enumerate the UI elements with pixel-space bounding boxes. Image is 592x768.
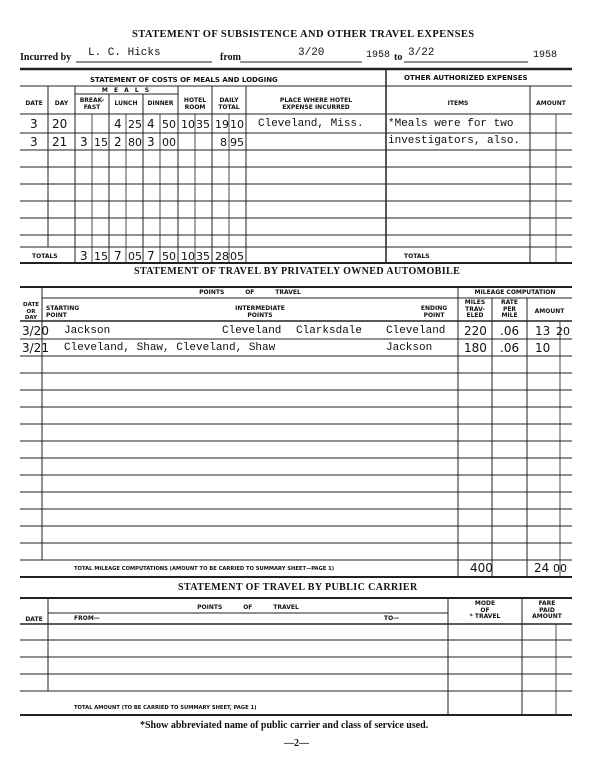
total-daily-dollars: 28 xyxy=(215,250,229,263)
auto-col-amount: AMOUNT xyxy=(534,308,565,315)
other-item[interactable]: investigators, also. xyxy=(388,135,521,147)
carrier-points-header: POINTS OF TRAVEL xyxy=(197,604,299,611)
other-expenses-title: OTHER AUTHORIZED EXPENSES xyxy=(404,74,528,82)
auto-col-miles: MILES TRAV- ELED xyxy=(464,299,486,319)
auto-col-date: DATE OR DAY xyxy=(23,302,39,321)
col-hotel-room: HOTEL ROOM xyxy=(183,97,207,111)
auto-start[interactable]: Cleveland, Shaw, Cleveland, Shaw xyxy=(64,342,276,354)
auto-end[interactable]: Jackson xyxy=(386,342,433,354)
meal-day[interactable]: 21 xyxy=(52,135,68,149)
daily-total-dollars[interactable]: 19 xyxy=(215,118,229,131)
footer-note: *Show abbreviated name of public carrier and class of service used. xyxy=(140,720,429,731)
auto-points-header: POINTS OF TRAVEL xyxy=(199,289,301,296)
dinner-cents[interactable]: 00 xyxy=(162,136,176,149)
daily-total-cents[interactable]: 10 xyxy=(230,118,244,131)
auto-intermediate-1[interactable]: Cleveland xyxy=(222,325,282,337)
lunch-dollars[interactable]: 4 xyxy=(114,117,122,131)
other-totals-label: TOTALS xyxy=(404,253,430,260)
form-title: STATEMENT OF SUBSISTENCE AND OTHER TRAVEL EXPENSES xyxy=(132,29,475,40)
incurred-by-label: Incurred by xyxy=(20,52,72,63)
meal-date[interactable]: 3 xyxy=(30,135,38,149)
col-place: PLACE WHERE HOTEL EXPENSE INCURRED xyxy=(279,97,353,111)
place-value[interactable]: Cleveland, Miss. xyxy=(258,118,364,130)
auto-start[interactable]: Jackson xyxy=(64,325,111,337)
carrier-col-date: DATE xyxy=(25,616,43,623)
auto-amount-dollars[interactable]: 10 xyxy=(535,341,551,355)
dinner-cents[interactable]: 50 xyxy=(162,118,176,131)
to-date[interactable]: 3/22 xyxy=(408,47,435,59)
breakfast-dollars[interactable]: 3 xyxy=(80,135,88,149)
from-date[interactable]: 3/20 xyxy=(298,47,325,59)
total-hotel-cents: 35 xyxy=(196,250,210,263)
total-auto-cents: 00 xyxy=(553,562,567,575)
auto-miles[interactable]: 180 xyxy=(464,341,487,355)
auto-date[interactable]: 3/21 xyxy=(22,341,49,355)
total-miles: 400 xyxy=(470,561,493,575)
auto-total-label: TOTAL MILEAGE COMPUTATIONS (AMOUNT TO BE CARRIED TO SUMMARY SHEET—PAGE 1) xyxy=(74,566,335,572)
col-dinner: DINNER xyxy=(147,100,174,107)
dinner-dollars[interactable]: 3 xyxy=(147,135,155,149)
total-auto-dollars: 24 xyxy=(534,561,550,575)
auto-col-rate: RATE PER MILE xyxy=(501,299,518,319)
col-lunch: LUNCH xyxy=(114,100,138,107)
carrier-col-fare: FARE PAID AMOUNT xyxy=(532,600,562,620)
auto-col-start: STARTING POINT xyxy=(46,305,80,319)
hotel-dollars[interactable]: 10 xyxy=(181,118,195,131)
breakfast-cents[interactable]: 15 xyxy=(94,136,108,149)
auto-intermediate-2[interactable]: Clarksdale xyxy=(296,325,363,337)
meals-totals-label: TOTALS xyxy=(32,253,58,260)
col-items: ITEMS xyxy=(447,100,469,107)
total-lunch-cents: 05 xyxy=(128,250,142,263)
auto-col-end: ENDING POINT xyxy=(420,305,448,319)
other-item[interactable]: *Meals were for two xyxy=(388,118,514,130)
lunch-cents[interactable]: 80 xyxy=(128,136,142,149)
total-daily-cents: 05 xyxy=(230,250,244,263)
auto-rate[interactable]: .06 xyxy=(500,324,520,338)
lunch-dollars[interactable]: 2 xyxy=(114,135,122,149)
carrier-col-to: TO— xyxy=(384,615,400,622)
from-year: 1958 xyxy=(366,50,391,61)
col-day: DAY xyxy=(54,100,69,107)
mileage-header: MILEAGE COMPUTATION xyxy=(474,289,556,296)
auto-miles[interactable]: 220 xyxy=(464,324,487,338)
carrier-section-title: STATEMENT OF TRAVEL BY PUBLIC CARRIER xyxy=(178,582,418,593)
col-amount: AMOUNT xyxy=(536,100,566,107)
hotel-cents[interactable]: 35 xyxy=(196,118,210,131)
meals-section-title: STATEMENT OF COSTS OF MEALS AND LODGING xyxy=(90,76,278,84)
total-lunch-dollars: 7 xyxy=(114,249,122,263)
total-breakfast-cents: 15 xyxy=(94,250,108,263)
auto-amount-dollars[interactable]: 13 xyxy=(535,324,551,338)
total-breakfast-dollars: 3 xyxy=(80,249,88,263)
carrier-col-mode: MODE OF * TRAVEL xyxy=(469,600,501,620)
from-label: from xyxy=(220,52,241,63)
auto-section-title: STATEMENT OF TRAVEL BY PRIVATELY OWNED AUTOMOBILE xyxy=(134,266,461,277)
meal-day[interactable]: 20 xyxy=(52,117,68,131)
auto-end[interactable]: Cleveland xyxy=(386,325,446,337)
total-dinner-cents: 50 xyxy=(162,250,176,263)
daily-total-dollars[interactable]: 8 xyxy=(220,136,227,149)
auto-amount-cents[interactable]: 20 xyxy=(556,325,570,338)
to-label: to xyxy=(394,52,403,63)
meal-date[interactable]: 3 xyxy=(30,117,38,131)
auto-col-inter: INTERMEDIATE POINTS xyxy=(235,305,285,319)
carrier-col-from: FROM— xyxy=(74,615,100,622)
lunch-cents[interactable]: 25 xyxy=(128,118,142,131)
col-breakfast: BREAK- FAST xyxy=(79,97,105,111)
incurred-by-value[interactable]: L. C. Hicks xyxy=(88,47,161,59)
col-meals: M E A L S xyxy=(101,87,152,94)
total-dinner-dollars: 7 xyxy=(147,249,155,263)
daily-total-cents[interactable]: 95 xyxy=(230,136,244,149)
auto-rate[interactable]: .06 xyxy=(500,341,520,355)
to-year: 1958 xyxy=(533,50,558,61)
total-hotel-dollars: 10 xyxy=(181,250,195,263)
col-daily-total: DAILY TOTAL xyxy=(218,97,240,111)
auto-date[interactable]: 3/20 xyxy=(22,324,49,338)
col-date: DATE xyxy=(25,100,43,107)
carrier-total-label: TOTAL AMOUNT (TO BE CARRIED TO SUMMARY SHEET, PAGE 1) xyxy=(74,705,257,711)
dinner-dollars[interactable]: 4 xyxy=(147,117,155,131)
page-number: —2— xyxy=(284,738,309,749)
